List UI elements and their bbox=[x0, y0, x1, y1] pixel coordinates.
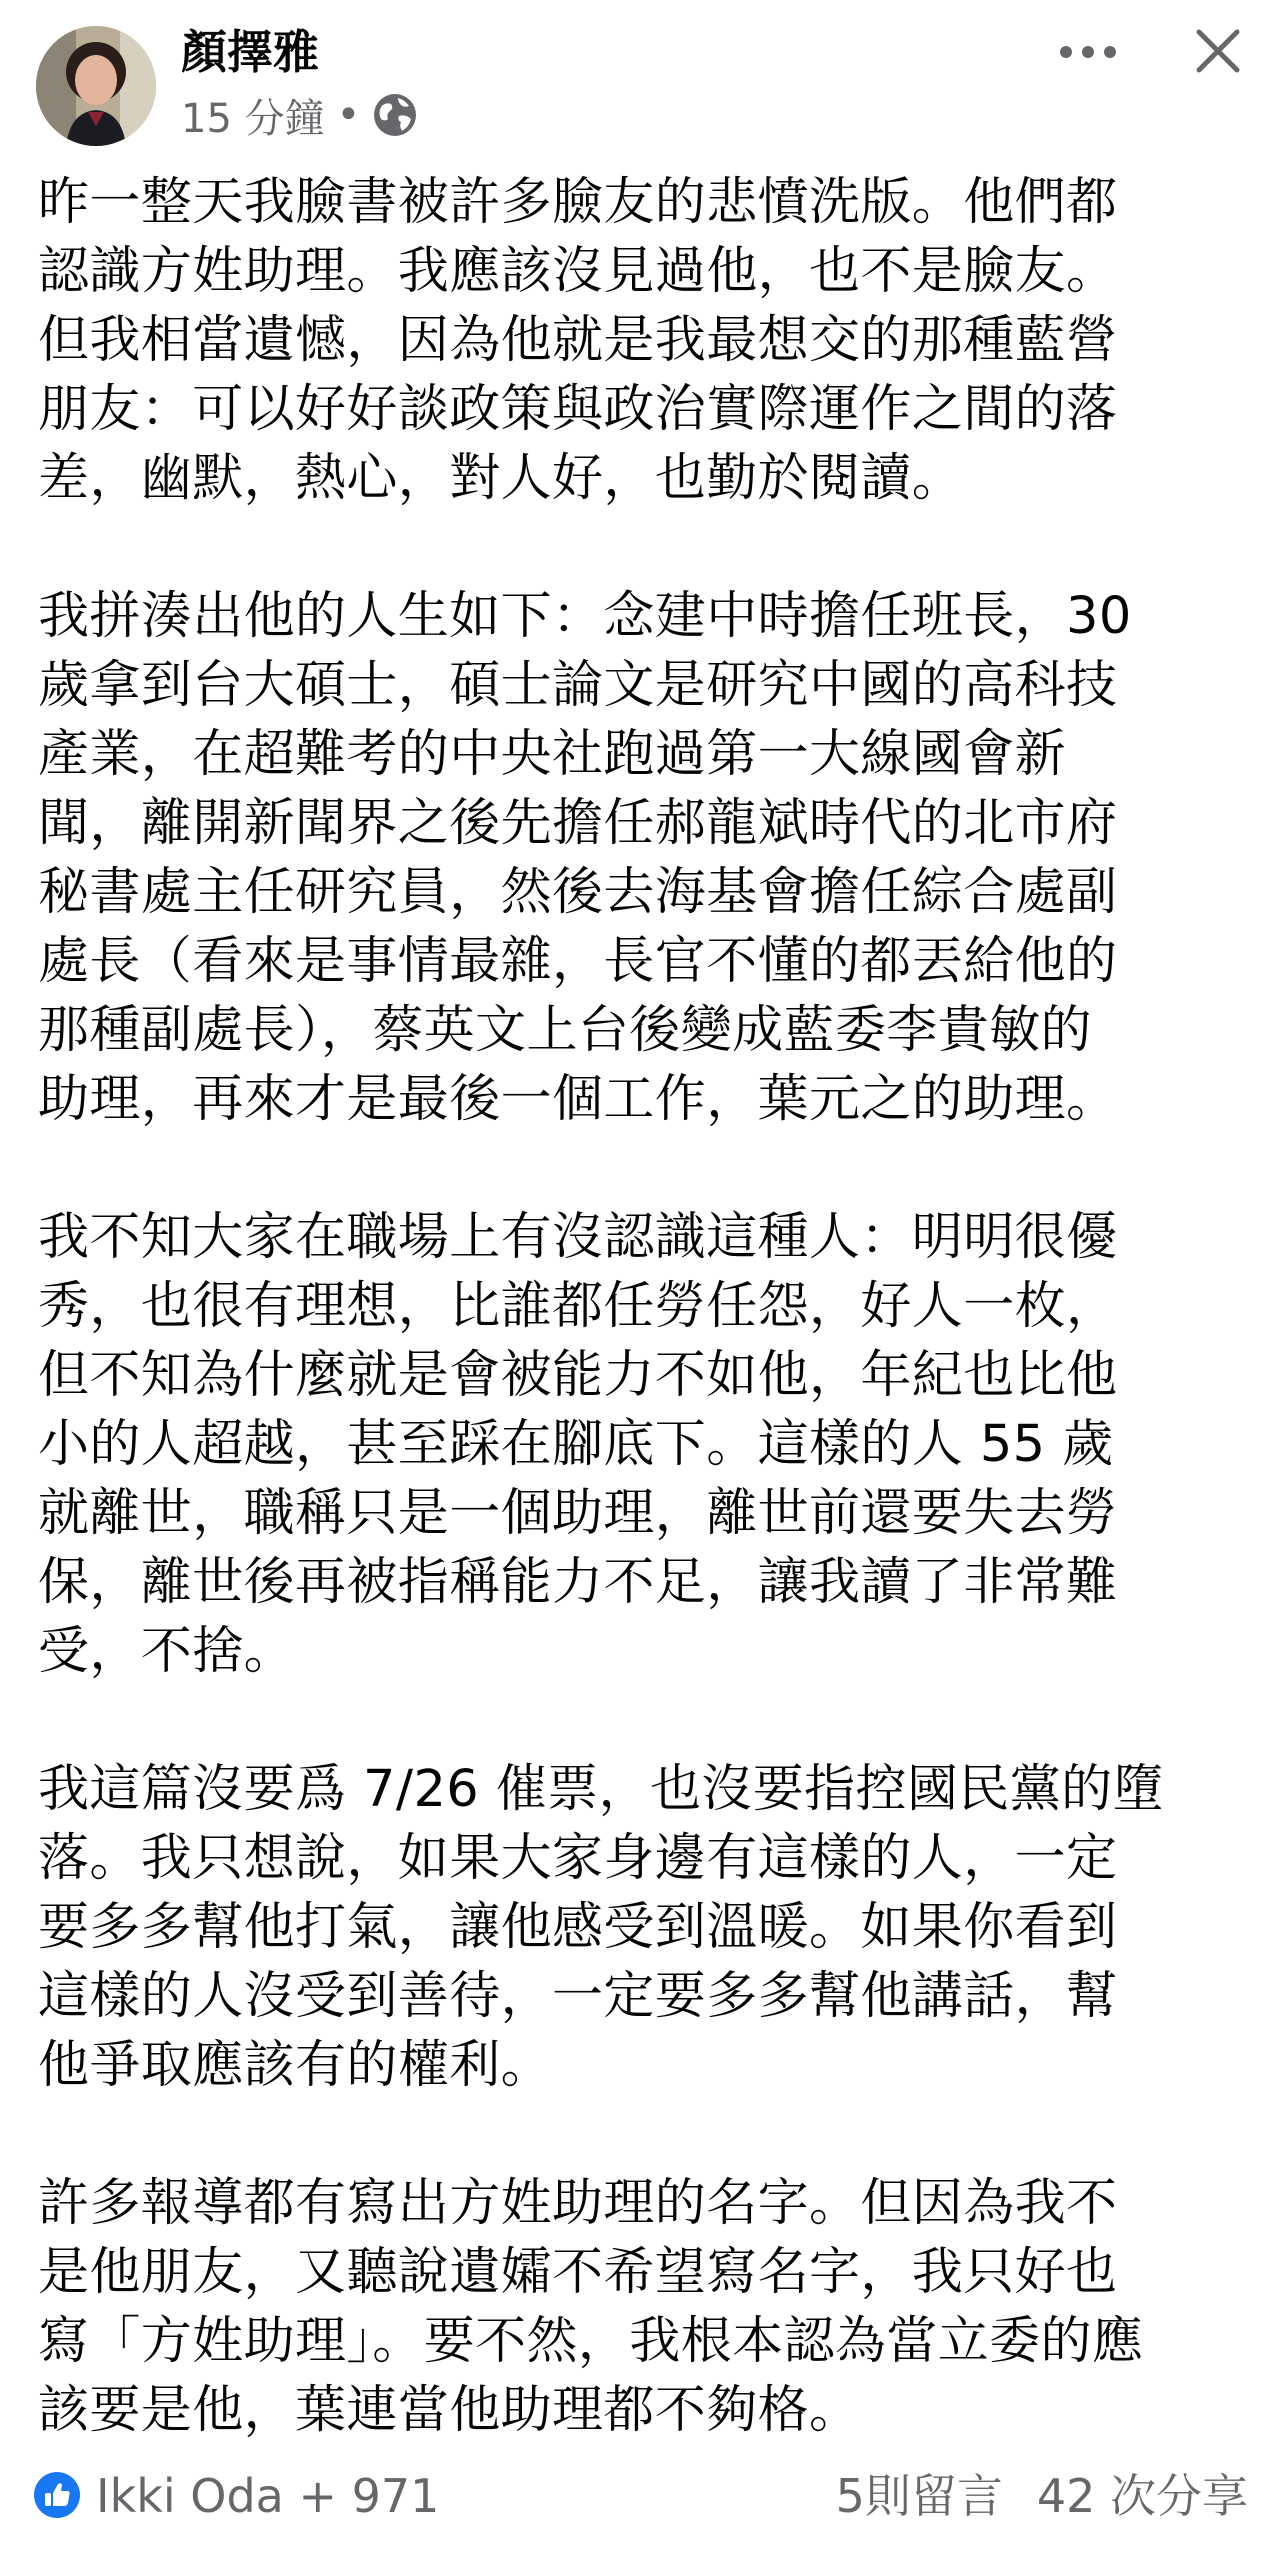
author-name[interactable]: 顏擇雅 bbox=[181, 25, 319, 79]
text-line: 昨一整天我臉書被許多臉友的悲憤洗版。他們都 bbox=[38, 173, 1118, 232]
close-button[interactable] bbox=[1180, 18, 1256, 84]
text-line: 但不知為什麼就是會被能力不如他，年紀也比他 bbox=[38, 1346, 1118, 1405]
post-paragraph-2 bbox=[38, 582, 1250, 1134]
text-line: 我不知大家在職場上有沒認識這種人：明明很優 bbox=[38, 1208, 1118, 1267]
text-line: 處長（看來是事情最雜，長官不懂的都丟給他的 bbox=[38, 932, 1118, 991]
text-line: 秀，也很有理想，比誰都任勞任怨，好人一枚， bbox=[38, 1277, 1118, 1336]
reactions-bar bbox=[0, 2464, 1284, 2534]
text-line: 這樣的人沒受到善待，一定要多多幫他講話，幫 bbox=[38, 1967, 1118, 2026]
post-paragraph-1 bbox=[38, 168, 1250, 513]
text-line: 要多多幫他打氣，讓他感受到溫暖。如果你看到 bbox=[38, 1898, 1118, 1957]
text-line: 歲拿到台大碩士，碩士論文是研究中國的高科技 bbox=[38, 656, 1118, 715]
like-icon[interactable] bbox=[34, 2472, 80, 2518]
text-line: 就離世，職稱只是一個助理，離世前還要失去勞 bbox=[38, 1484, 1118, 1543]
comments-count[interactable]: 5則留言 bbox=[835, 2469, 1003, 2523]
text-line: 小的人超越，甚至踩在腳底下。這樣的人 55 歲 bbox=[38, 1415, 1114, 1474]
text-line: 那種副處長），蔡英文上台後變成藍委李貴敏的 bbox=[38, 1001, 1092, 1060]
text-line: 朋友：可以好好談政策與政治實際運作之間的落 bbox=[38, 380, 1118, 439]
text-line: 聞，離開新聞界之後先擔任郝龍斌時代的北市府 bbox=[38, 794, 1118, 853]
globe-icon bbox=[372, 92, 418, 138]
text-line: 秘書處主任研究員，然後去海基會擔任綜合處副 bbox=[38, 863, 1118, 922]
avatar-image bbox=[36, 26, 156, 146]
post-paragraph-3 bbox=[38, 1203, 1250, 1686]
text-line: 認識方姓助理。我應該沒見過他，也不是臉友。 bbox=[38, 242, 1118, 301]
text-line: 差，幽默，熱心，對人好，也勤於閱讀。 bbox=[38, 449, 964, 508]
text-line: 我拼湊出他的人生如下：念建中時擔任班長，30 bbox=[38, 587, 1132, 646]
text-line: 許多報導都有寫出方姓助理的名字。但因為我不 bbox=[38, 2174, 1118, 2233]
engagement-stats bbox=[836, 2468, 1248, 2524]
text-line: 該要是他，葉連當他助理都不夠格。 bbox=[38, 2381, 861, 2440]
text-line: 保，離世後再被指稱能力不足，讓我讀了非常難 bbox=[38, 1553, 1118, 1612]
avatar[interactable] bbox=[36, 26, 156, 146]
shares-count[interactable]: 42 次分享 bbox=[1036, 2469, 1248, 2523]
post-paragraph-4 bbox=[38, 1755, 1250, 2100]
text-line: 但我相當遺憾，因為他就是我最想交的那種藍營 bbox=[38, 311, 1118, 370]
post-header bbox=[0, 0, 1284, 170]
text-line: 我這篇沒要爲 7/26 催票，也沒要指控國民黨的墮 bbox=[38, 1760, 1164, 1819]
post-meta bbox=[181, 90, 418, 140]
more-options-button[interactable] bbox=[1050, 24, 1126, 80]
text-line: 落。我只想說，如果大家身邊有這樣的人，一定 bbox=[38, 1829, 1118, 1888]
text-line: 是他朋友，又聽說遺孀不希望寫名字，我只好也 bbox=[38, 2243, 1118, 2302]
reactions-summary[interactable]: Ikki Oda + 971 bbox=[96, 2469, 440, 2523]
text-line: 助理，再來才是最後一個工作，葉元之的助理。 bbox=[38, 1070, 1118, 1129]
post-timestamp[interactable]: 15 分鐘 bbox=[181, 95, 325, 142]
text-line: 他爭取應該有的權利。 bbox=[38, 2036, 553, 2095]
post-paragraph-5 bbox=[38, 2169, 1250, 2445]
text-line: 產業，在超難考的中央社跑過第一大線國會新 bbox=[38, 725, 1067, 784]
close-icon bbox=[1195, 28, 1241, 74]
post-body bbox=[38, 168, 1250, 2514]
text-line: 受，不捨。 bbox=[38, 1622, 296, 1681]
meta-separator: • bbox=[336, 92, 361, 138]
text-line: 寫「方姓助理」。要不然，我根本認為當立委的應 bbox=[38, 2312, 1144, 2371]
more-horizontal-icon bbox=[1059, 45, 1117, 59]
